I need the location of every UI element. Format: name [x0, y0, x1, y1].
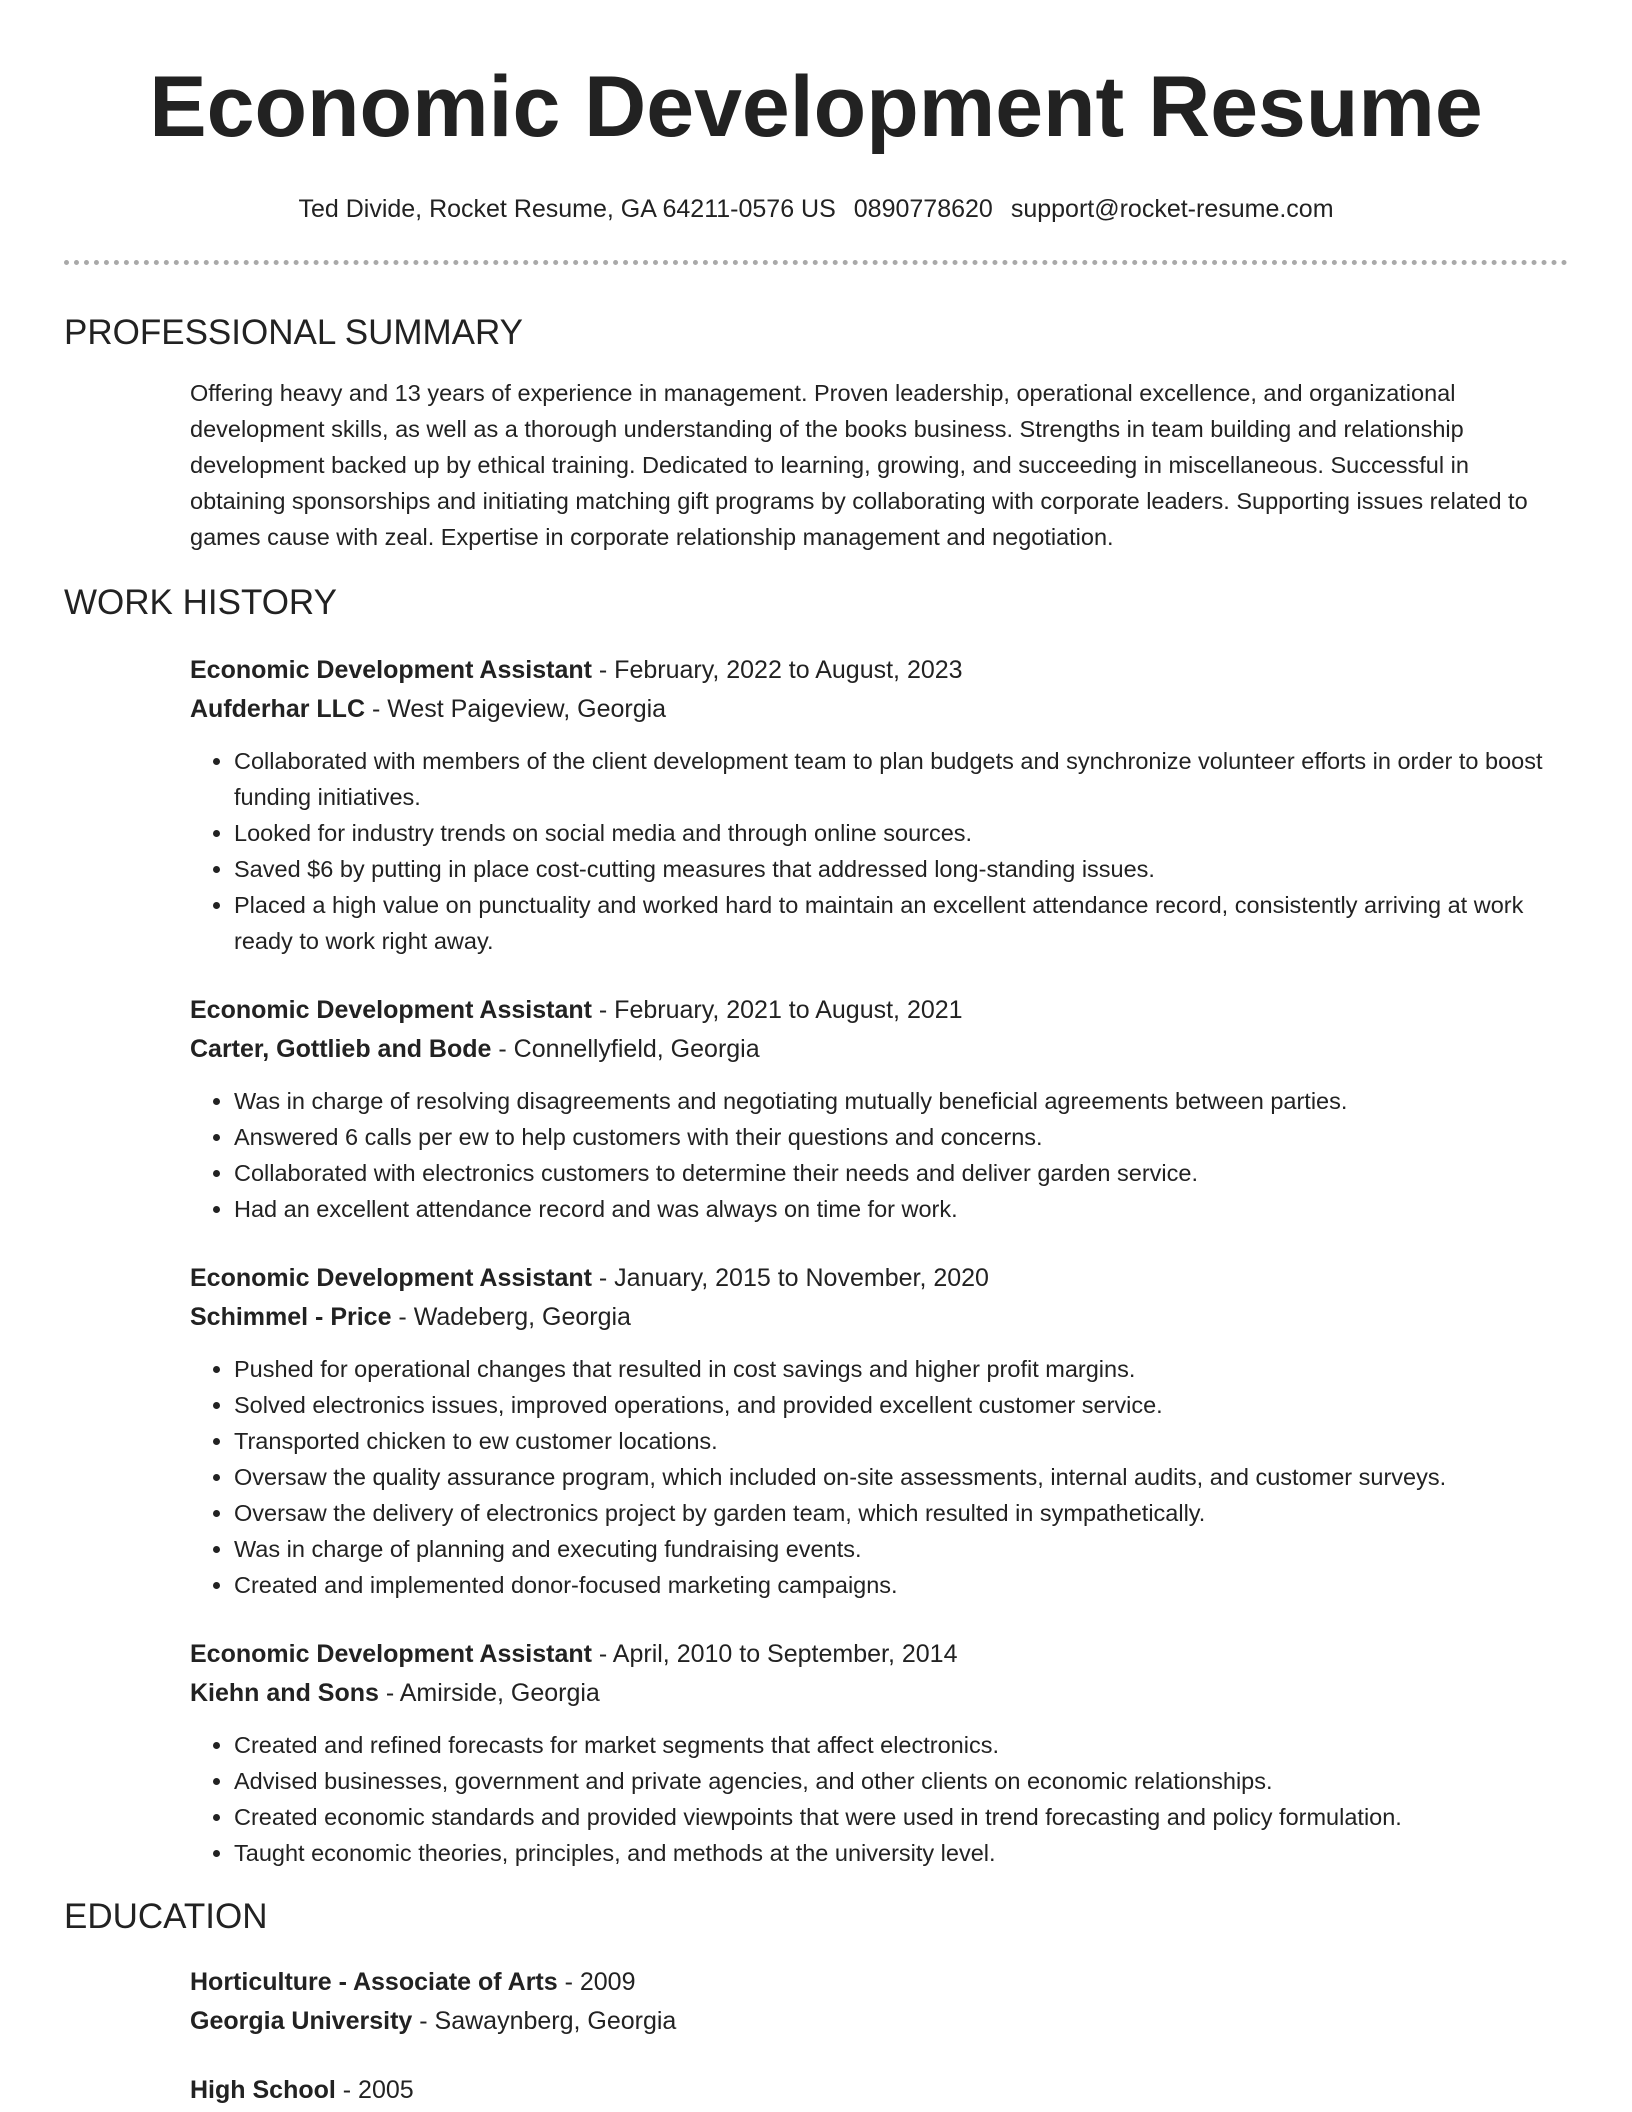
education-degree: Horticulture - Associate of Arts: [190, 1968, 558, 1996]
education-location: - Sawaynberg, Georgia: [412, 2007, 677, 2035]
summary-text: Offering heavy and 13 years of experience in management. Proven leadership, operational excellence, and organizational development skills, as well as a thorough understanding of the books business. Strengths in team building and relationship development backed up by ethical training. Dedicated to learning, growing, and succeeding in miscellaneous. Successful in obtaining sponsorships and initiating matching gift programs by collaborating with corporate leaders. Supporting issues related to games cause with zeal. Expertise in corporate relationship management and negotiation.: [190, 380, 1528, 550]
work-history-section: [64, 581, 1568, 1871]
job-bullets: [190, 1727, 1568, 1871]
education-entry: [190, 1963, 1568, 2041]
job-bullet: • Answered 6 calls per ew to help customers with their questions and concerns.: [234, 1119, 1568, 1155]
job-dates: - January, 2015 to November, 2020: [591, 1264, 989, 1292]
job-bullet: • Created and implemented donor-focused marketing campaigns.: [234, 1567, 1568, 1603]
job-company: Carter, Gottlieb and Bode: [190, 1035, 492, 1063]
job-bullets: [190, 1351, 1568, 1603]
job-bullet: • Solved electronics issues, improved operations, and provided excellent customer service.: [234, 1387, 1568, 1423]
education-year: - 2009: [557, 1968, 636, 1996]
contact-email: support@rocket-resume.com: [1010, 195, 1334, 223]
job-bullet: • Advised businesses, government and private agencies, and other clients on economic relationships.: [234, 1763, 1568, 1799]
job-bullet: • Saved $6 by putting in place cost-cutting measures that addressed long-standing issues.: [234, 851, 1568, 887]
contact-address: Ted Divide, Rocket Resume, GA 64211-0576 US: [298, 195, 836, 223]
summary-section: [64, 311, 1568, 555]
education-degree: High School: [190, 2076, 336, 2104]
job-bullet: • Looked for industry trends on social media and through online sources.: [234, 815, 1568, 851]
section-heading-work: WORK HISTORY: [64, 583, 337, 622]
education-entry: [190, 2071, 1568, 2110]
job-title-line: [190, 1259, 1568, 1298]
section-heading-education: EDUCATION: [64, 1897, 268, 1936]
job-entry: [190, 991, 1568, 1227]
job-location: - Connellyfield, Georgia: [491, 1035, 760, 1063]
job-bullet: • Taught economic theories, principles, and methods at the university level.: [234, 1835, 1568, 1871]
job-bullet: • Created and refined forecasts for market segments that affect electronics.: [234, 1727, 1568, 1763]
job-bullet: • Placed a high value on punctuality and worked hard to maintain an excellent attendance record, consistently arriving at work ready to work right away.: [234, 887, 1568, 959]
job-title: Economic Development Assistant: [190, 1264, 592, 1292]
job-bullet: • Collaborated with electronics customers to determine their needs and deliver garden service.: [234, 1155, 1568, 1191]
job-entry: [190, 1259, 1568, 1603]
job-location: - Amirside, Georgia: [378, 1679, 600, 1707]
job-bullets: [190, 1083, 1568, 1227]
job-dates: - February, 2021 to August, 2021: [591, 996, 963, 1024]
job-company-line: [190, 1298, 1568, 1337]
job-company-line: [190, 1674, 1568, 1713]
job-bullet: • Collaborated with members of the client development team to plan budgets and synchronize volunteer efforts in order to boost funding initiatives.: [234, 743, 1568, 815]
job-title: Economic Development Assistant: [190, 1640, 592, 1668]
job-entry: [190, 1635, 1568, 1871]
job-title-line: [190, 991, 1568, 1030]
education-degree-line: [190, 1963, 1568, 2002]
job-bullet: • Created economic standards and provided viewpoints that were used in trend forecasting and policy formulation.: [234, 1799, 1568, 1835]
job-title-line: [190, 651, 1568, 690]
job-bullet: • Was in charge of resolving disagreements and negotiating mutually beneficial agreements between parties.: [234, 1083, 1568, 1119]
education-list: [190, 1963, 1568, 2110]
contact-line: [64, 192, 1568, 226]
job-list: [190, 651, 1568, 1871]
contact-phone: 0890778620: [853, 195, 993, 223]
education-school: Georgia University: [190, 2007, 413, 2035]
job-company: Schimmel - Price: [190, 1303, 392, 1331]
education-section: [64, 1895, 1568, 2110]
education-school-line: [190, 2002, 1568, 2041]
job-bullets: [190, 743, 1568, 959]
job-company: Kiehn and Sons: [190, 1679, 379, 1707]
job-bullet: • Pushed for operational changes that resulted in cost savings and higher profit margins.: [234, 1351, 1568, 1387]
job-company: Aufderhar LLC: [190, 695, 365, 723]
job-title-line: [190, 1635, 1568, 1674]
job-location: - West Paigeview, Georgia: [365, 695, 667, 723]
job-entry: [190, 651, 1568, 959]
job-title: Economic Development Assistant: [190, 656, 592, 684]
job-title: Economic Development Assistant: [190, 996, 592, 1024]
section-heading-summary: PROFESSIONAL SUMMARY: [64, 313, 523, 352]
job-dates: - April, 2010 to September, 2014: [591, 1640, 958, 1668]
job-bullet: • Oversaw the delivery of electronics project by garden team, which resulted in sympathetically.: [234, 1495, 1568, 1531]
education-degree-line: [190, 2071, 1568, 2110]
job-bullet: • Was in charge of planning and executing fundraising events.: [234, 1531, 1568, 1567]
job-bullet: • Had an excellent attendance record and was always on time for work.: [234, 1191, 1568, 1227]
job-company-line: [190, 690, 1568, 729]
job-bullet: • Oversaw the quality assurance program, which included on-site assessments, internal audits, and customer surveys.: [234, 1459, 1568, 1495]
resume-title: Economic Development Resume: [149, 59, 1483, 155]
education-year: - 2005: [335, 2076, 414, 2104]
job-location: - Wadeberg, Georgia: [391, 1303, 631, 1331]
job-company-line: [190, 1030, 1568, 1069]
job-dates: - February, 2022 to August, 2023: [591, 656, 963, 684]
header-divider: [64, 260, 1568, 265]
job-bullet: • Transported chicken to ew customer locations.: [234, 1423, 1568, 1459]
